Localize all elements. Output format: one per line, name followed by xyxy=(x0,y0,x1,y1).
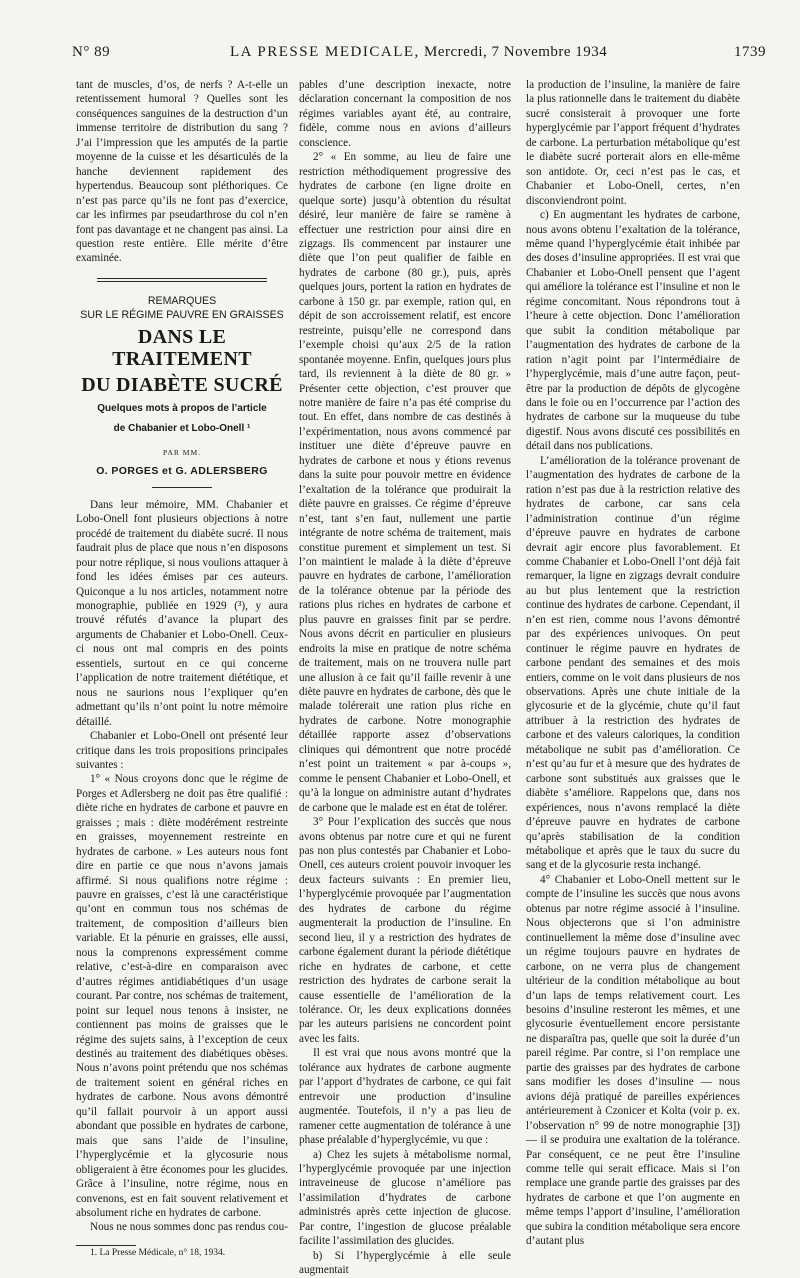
column-3 xyxy=(526,78,740,1249)
article-title-line-2: DU DIABÈTE SUCRÉ xyxy=(81,373,283,396)
heading-rule xyxy=(152,487,212,488)
issue-number: N° 89 xyxy=(72,44,111,60)
journal-name: LA PRESSE MEDICALE, xyxy=(230,44,420,60)
paragraph: 1° « Nous croyons donc que le régime de Porges et Adlersberg ne doit pas être qualifié : diète riche en hydrates de carbone et pauvre en graisses ; mais : diète modérément restreinte en graisses, moyennement restreinte en hydrates de carbone. » Les auteurs nous font dire en partie ce que nous n’avons jamais affirmé. Si nous qualifions notre régime : pauvre en graisses, c’est là une caractéristique qu’ont en commun tous nos schémas de traitement, de composition d’ailleurs bien variable. Et la pénurie en graisses, elle aussi, nous la comprenons expressément comme relative, c’est-à-dire en comparaison avec d’autres régimes antidiabétiques d’un usage courant. Par contre, nos schémas de traitement, point sur lequel nous tenons à insister, ne contiennent pas moins de graisses que le régime des sujets sains, à l’exception de ceux destinés au traitement des diabétiques obèses. Nous n’avons point prétendu que nos schémas de traitement soient en général riches en hydrates de carbone. Nous avons démontré qu’il fallait pourvoir à un apport aussi abondant que possible en hydrates de carbone, mais que sans l’aide de l’insuline, l’hyperglycémie et la glycosurie nous obligeraient à être économes pour les glucides. Grâce à l’insuline, notre régime, nous en convenons, est en fait souvent relativement et absolument riche en hydrates de carbone. xyxy=(76,773,288,1219)
byline-par: PAR MM. xyxy=(163,447,201,457)
paragraph: Dans leur mémoire, MM. Chabanier et Lobo-Onell font plusieurs objections à notre procédé de traitement du diabète sucré. Il nous faudrait plus de place que nous n’en disposons pour notre réplique, si nous voulions attaquer à fond les idées émises par ces auteurs. Quiconque a lu nos articles, notamment notre monographie, publiée en 1929 (³), y aura trouvé réfutés d’avance la plupart des arguments de Chabanier et Lobo-Onell. Ceux-ci nous ont mal compris en des points essentiels, surtout en ce qui concerne l’application de notre traitement diététique, et nous ne saurions nous l’expliquer qu’en admettant qu’ils n’ont point lu notre mémoire détaillé. xyxy=(76,498,288,728)
paragraph: Il est vrai que nous avons montré que la tolérance aux hydrates de carbone augmente par l’apport d’hydrates de carbone, ce qui fait entrevoir une production d’insuline augmentée. Toutefois, il n’y a pas lieu de ramener cette augmentation de tolérance à une phase préalable d’hyperglycémie, vu que : xyxy=(299,1047,511,1147)
paragraph: 2° « En somme, au lieu de faire une restriction méthodiquement progressive des hydrates de carbone (en ligne droite en quelque sorte) jusqu’à obtention du résultat désiré, leur manière de faire se ramène à effectuer une restriction pour ainsi dire en zigzags. Ils commencent par instaurer une diète que l’on peut qualifier de faible en hydrates de carbone (80 gr.), puis, après quelques jours, portent la ration en hydrates de carbone à 150 gr. par exemple, ration qui, en dépit de son accroissement relatif, est encore restreinte, puisqu’elle ne correspond dans l’exemple choisi qu’aux 2/5 de la ration spontanée moyenne. Enfin, quelques jours plus tard, ils reviennent à la diète de 80 gr. » Présenter cette objection, c’est prouver que notre manière de faire n’a pas été comprise du tout. En effet, dans nombre de cas destinés à l’expérimentation, nous avons commencé par instituer une diète d’épreuve pauvre en hydrates de carbone et nous y étions revenus dans la suite pour pouvoir mettre en évidence l’exaltation de la tolérance que produirait la diète pauvre en graisses. Ce régime d’épreuve n’est, tant s’en faut, nullement une partie intégrante de notre schéma de traitement, mais constitue purement et simplement un test. Si l’on maintient le malade à la diète d’épreuve pauvre en hydrates de carbone, l’amélioration de la tolérance obtenue par la période des rations plus riches en hydrates de carbone et plus pauvre en graisses finit par se perdre. Nous avons décrit en particulier en plusieurs endroits la mise en pratique de notre schéma de traitement, mais on ne trouvera nulle part une allusion à ce fait qu’il faille revenir à une diète pauvre en hydrates de carbone, dès que le malade tolérerait une ration plus riche en hydrates de carbone. Notre monographie détaillée rapporte assez d’observations cliniques qui démontrent que notre procédé n’est point un traitement « par à-coups », comme le pensent Chabanier et Lobo-Onell, et qu’à la longue on administre autant d’hydrates de carbone que le malade est en état de tolérer. xyxy=(299,151,511,814)
page-number: 1739 xyxy=(734,44,766,60)
paragraph: Chabanier et Lobo-Onell ont présenté leur critique dans les trois propositions principales suivantes : xyxy=(76,730,288,771)
page-header xyxy=(72,44,766,66)
paragraph: la production de l’insuline, la manière de faire la plus rationnelle dans le traitement du diabète sucré consisterait à provoquer une forte hyperglycémie par l’apport fréquent d’hydrates de carbone. La perturbation métabolique qu’est le diabète sucré porterait alors en elle-même son antidote. Or, ceci n’est pas le cas, et Chabanier et Lobo-Onell, certes, n’en disconviendront point. xyxy=(526,79,740,207)
article-separator xyxy=(97,278,267,282)
article-title-line-1: DANS LE TRAITEMENT xyxy=(112,325,252,370)
article-authors: O. PORGES et G. ADLERSBERG xyxy=(96,465,268,478)
issue-date: Mercredi, 7 Novembre 1934 xyxy=(424,44,608,60)
paragraph: 3° Pour l’explication des succès que nous avons obtenus par notre cure et qui ne furent pas non plus contestés par Chabanier et Lobo-Onell, ces auteurs croient pouvoir invoquer les deux facteurs suivants : En premier lieu, l’hyperglycémie provoquée par l’augmentation des hydrates de carbone du régime augmenterait la production de l’insuline. En second lieu, il y a restriction des hydrates de carbone également durant la période diététique riche en hydrates de carbone, et cette restriction des hydrates de carbone serait la cause essentielle de l’amélioration de la tolérance. Or, les deux explications données par les auteurs parisiens ne concordent point avec les faits. xyxy=(299,816,511,1045)
kicker-line-1: REMARQUES xyxy=(147,294,217,307)
paragraph: c) En augmentant les hydrates de carbone, nous avons obtenu l’exaltation de la tolérance, même quand l’hyperglycémie était inhibée par des doses d’insuline appropriées. Il est vrai que Chabanier et Lobo-Onell pensent que l’agent qui améliore la tolérance est l’insuline et non le régime concomitant. Nous répondrons tout à l’heure à cette objection. Donc l’amélioration que subit la condition métabolique par l’augmentation des hydrates de carbone de la ration n’agit point par l’intermédiaire de l’hyperglycémie, mais d’une autre façon, peut-être par la production de dépôts de glycogène dans le foie ou en l’occurrence par l’action des hydrates de carbone sur la muqueuse du tube digestif. Nous avons discuté ces possibilités en détail dans nos publications. xyxy=(526,209,740,453)
paragraph: tant de muscles, d’os, de nerfs ? A-t-elle un retentissement humoral ? Quelles sont les conséquences sanguines de la destruction d’un immense territoire de distribution du sang ? J’ai l’impression que les amputés de la partie moyenne de la cuisse et les désarticulés de la hanche deviennent rapidement des hypertendus. Beaucoup sont pléthoriques. Ce n’est pas parce qu’ils ne font pas d’exercice, car les infirmes par pseudarthrose du col n’en font pas davantage et ne changent pas ainsi. La question reste entière. Elle mérite d’être examinée. xyxy=(76,79,288,265)
article-heading xyxy=(76,294,288,488)
subtitle-line-2: de Chabanier et Lobo-Onell ¹ xyxy=(113,422,251,434)
paragraph: b) Si l’hyperglycémie à elle seule augmentait xyxy=(299,1249,511,1277)
paragraph: a) Chez les sujets à métabolisme normal, l’hyperglycémie provoquée par une injection intraveineuse de glucose n’améliore pas l’assimilation d’hydrates de carbone administrés après cette injection de glucose. Par contre, l’ingestion de glucose préalable facilite l’assimilation des glucides. xyxy=(299,1148,511,1248)
paragraph: L’amélioration de la tolérance provenant de l’augmentation des hydrates de carbone de la ration n’est pas due à la restriction relative des hydrates de carbone, car sans cela l’administration continue d’un régime d’épreuve pauvre en hydrates de carbone devrait agir encore plus favorablement. Et comme Chabanier et Lobo-Onell l’ont déjà fait remarquer, la ligne en zigzags devrait conduire au but plus lentement que la restriction continue des hydrates de carbone. Cependant, il n’en est rien, comme nous l’avons démontré par des expériences univoques. On peut continuer le régime pauvre en hydrates de carbone pendant des semaines et des mois entiers, comme on le voit dans plusieurs de nos observations. Après une chute initiale de la glycosurie et de la glycémie, chute qu’il faut attribuer à la restriction des hydrates de carbone et des valeurs caloriques, la condition métabolique ne subit pas d’amélioration. Ce n’est qu’au fur et à mesure que des hydrates de carbone sont substitués aux graisses que le diabète s’améliore. Rappelons que, dans nos expériences, nous n’avons remplacé la diète d’épreuve pauvre en hydrates de carbone qu’après stabilisation de la condition métabolique et après que le taux du sucre du sang et de la glycosurie resta inchangé. xyxy=(526,454,740,872)
paragraph: pables d’une description inexacte, notre déclaration concernant la composition de nos régimes variables ayant été, au contraire, fidèle, comme nous en avions d’ailleurs conscience. xyxy=(299,79,511,149)
paragraph: Nous ne nous sommes donc pas rendus cou- xyxy=(90,1221,288,1234)
kicker-line-2: SUR LE RÉGIME PAUVRE EN GRAISSES xyxy=(80,308,284,321)
footnote: 1. La Presse Médicale, n° 18, 1934. xyxy=(90,1247,226,1258)
journal-title-line xyxy=(230,44,607,61)
column-1 xyxy=(76,78,288,1260)
subtitle-line-1: Quelques mots à propos de l’article xyxy=(97,402,267,414)
column-2 xyxy=(299,78,511,1278)
paragraph: 4° Chabanier et Lobo-Onell mettent sur le compte de l’insuline les succès que nous avons obtenus par notre régime associé à l’insuline. Nous objecterons que si l’on administre continuellement la même dose d’insuline avec un régime toujours pauvre en hydrates de carbone, on ne verra plus de changement ultérieur de la condition métabolique au bout d’un laps de temps relativement court. Les besoins d’insuline resteront les mêmes, et une glycosurie éventuellement encore persistante ne disparaîtra pas, quelle que soit la durée d’un pareil régime. Par contre, si l’on remplace une partie des graisses par des hydrates de carbone sans modifier les doses d’insuline — nous avions déjà pratiqué de pareilles expériences antérieurement à Czonicer et Kolta (voir p. ex. l’observation n° 99 de notre monographie [3]) — il se produira une exaltation de la tolérance. Par conséquent, ce ne peut être l’insuline comme telle qui serait efficace. Mais si l’on remplace une grande partie des graisses par des hydrates de carbone et que l’on augmente en même temps l’apport d’insuline, l’amélioration que subira la condition métabolique sera encore d’autant plus xyxy=(526,873,740,1248)
